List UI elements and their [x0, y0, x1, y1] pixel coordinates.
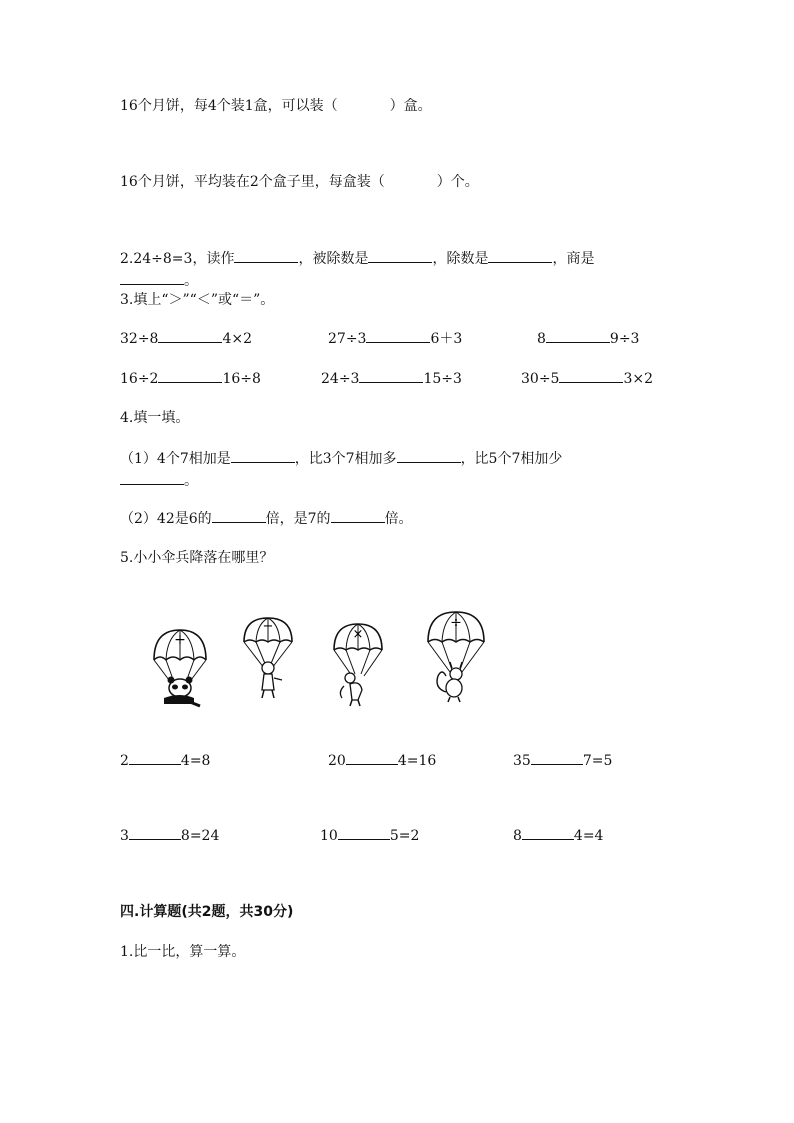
mooncake-q2-end: ）个。 [436, 174, 479, 190]
section-4-question-1: 1.比一比，算一算。 [120, 944, 246, 960]
question-2-line1 [120, 248, 594, 269]
q2-divisor-label: ，除数是 [432, 251, 489, 267]
answer-blank[interactable] [368, 248, 432, 263]
answer-blank[interactable] [559, 368, 623, 383]
q4-part2: （2）42是6的 倍，是7的 倍。 [120, 508, 413, 529]
question-5-title: 5.小小伞兵降落在哪里？ [120, 550, 274, 566]
equation-item: 20 4=16 [328, 750, 436, 771]
compare-item: 30÷5 3×2 [521, 368, 653, 389]
q2-quotient-label: ，商是 [552, 251, 595, 267]
compare-item: 27÷3 6＋3 [328, 328, 462, 349]
answer-blank[interactable] [546, 328, 610, 343]
question-2-line2 [120, 270, 198, 291]
q2-dividend-label: ，被除数是 [298, 251, 369, 267]
question-3-title: 3.填上“＞”“＜”或“＝”。 [120, 292, 275, 308]
mooncake-question-1 [120, 96, 432, 116]
answer-blank[interactable] [397, 448, 461, 463]
answer-blank[interactable] [158, 368, 222, 383]
q4-part1-line1: （1）4个7相加是 ，比3个7相加多 ，比5个7相加少 [120, 448, 562, 469]
minus-symbol: − [262, 619, 274, 634]
mooncake-q2-text: 16个月饼，平均装在2个盒子里，每盒装（ [120, 174, 385, 190]
answer-blank[interactable] [331, 508, 385, 523]
mooncake-question-2 [120, 172, 479, 192]
q3-row-2 [0, 368, 794, 388]
answer-blank[interactable] [231, 448, 295, 463]
answer-blank[interactable] [522, 825, 574, 840]
answer-blank[interactable] [366, 328, 430, 343]
mooncake-q1-end: ）盒。 [389, 98, 432, 114]
plus-symbol: + [174, 632, 186, 648]
answer-blank[interactable] [129, 750, 181, 765]
compare-item: 32÷8 4×2 [120, 328, 252, 349]
q5-row-1 [0, 750, 794, 770]
q3-row-1 [0, 328, 794, 348]
answer-blank[interactable] [346, 750, 398, 765]
answer-blank[interactable] [338, 825, 390, 840]
q2-end: 。 [184, 273, 198, 289]
equation-item: 3 8=24 [120, 825, 219, 846]
compare-item: 24÷3 15÷3 [321, 368, 462, 389]
parachute-minus-animal [240, 614, 296, 702]
q4-part1-line2: 。 [120, 470, 198, 491]
parachute-times-monkey [330, 620, 386, 708]
answer-blank[interactable] [120, 470, 184, 485]
parachute-plus-panda [150, 626, 210, 710]
answer-blank[interactable] [359, 368, 423, 383]
section-4-title: 四.计算题(共2题，共30分) [120, 904, 294, 920]
mooncake-q1-text: 16个月饼，每4个装1盒，可以装（ [120, 98, 338, 114]
answer-blank[interactable] [158, 328, 222, 343]
equation-item: 35 7=5 [513, 750, 612, 771]
equation-item: 10 5=2 [320, 825, 419, 846]
parachute-divide-squirrel [424, 608, 488, 704]
question-4-title: 4.填一填。 [120, 410, 190, 426]
equation-item: 2 4=8 [120, 750, 210, 771]
divide-symbol: ÷ [450, 615, 462, 631]
equation-item: 8 4=4 [513, 825, 603, 846]
answer-blank[interactable] [234, 248, 298, 263]
q2-read-label: 2.24÷8=3，读作 [120, 251, 235, 267]
compare-item: 8 9÷3 [537, 328, 639, 349]
answer-blank[interactable] [488, 248, 552, 263]
compare-item: 16÷2 16÷8 [120, 368, 261, 389]
answer-blank[interactable] [212, 508, 266, 523]
answer-blank[interactable] [531, 750, 583, 765]
answer-blank[interactable] [120, 270, 184, 285]
answer-blank[interactable] [129, 825, 181, 840]
times-symbol: × [352, 627, 364, 642]
q5-row-2 [0, 825, 794, 845]
